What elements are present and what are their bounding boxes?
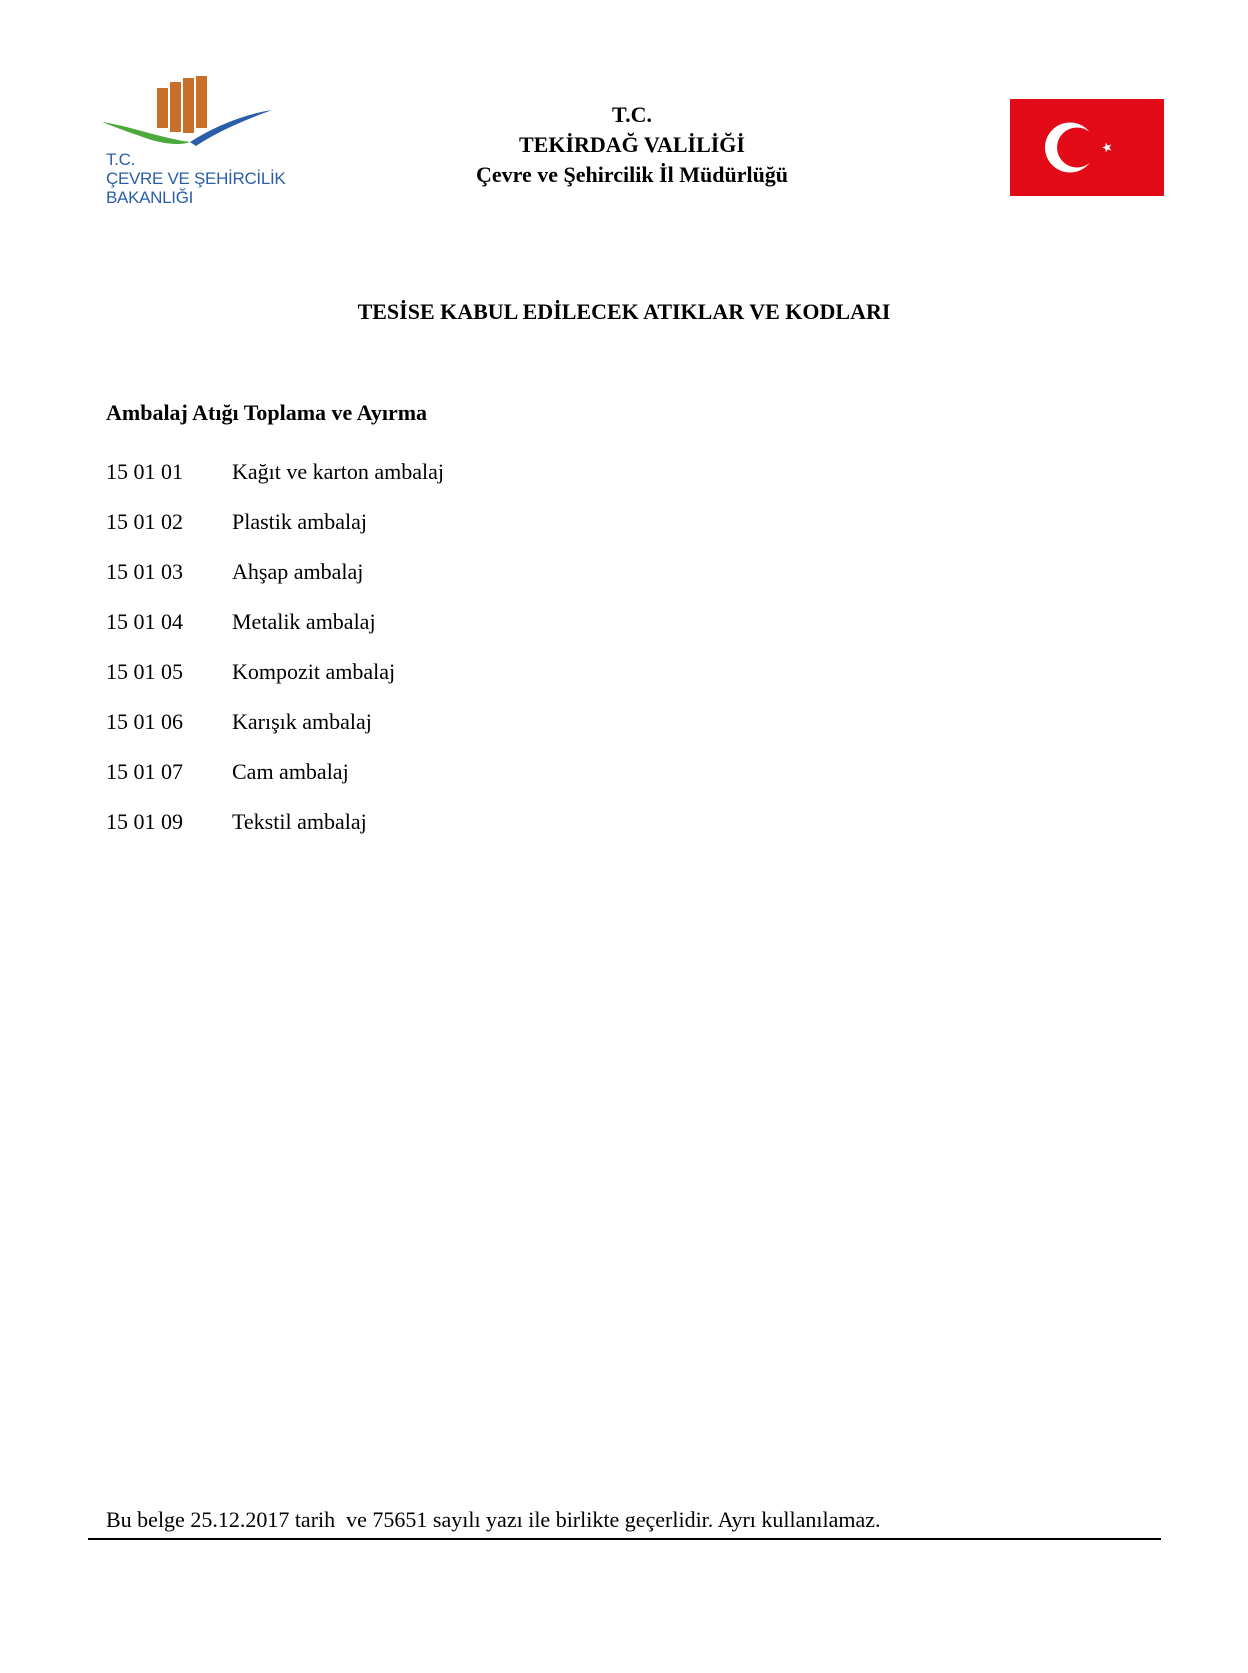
waste-code-list [106, 457, 444, 857]
waste-code: 15 01 02 [106, 509, 183, 534]
list-item [106, 507, 444, 557]
list-item [106, 457, 444, 507]
waste-name: Plastik ambalaj [232, 509, 368, 534]
header-line-governorship: TEKİRDAĞ VALİLİĞİ [519, 132, 745, 157]
waste-code: 15 01 07 [106, 759, 183, 784]
logo-text-line: ÇEVRE VE ŞEHİRCİLİK [106, 169, 286, 188]
waste-name: Ahşap ambalaj [232, 559, 364, 584]
waste-code: 15 01 05 [106, 659, 183, 684]
logo-text [106, 150, 285, 207]
footer-divider [88, 1538, 1161, 1540]
document-title: TESİSE KABUL EDİLECEK ATIKLAR VE KODLARI [357, 299, 891, 324]
list-item [106, 557, 444, 607]
waste-code: 15 01 09 [106, 809, 183, 834]
list-item [106, 807, 444, 857]
waste-code: 15 01 03 [106, 559, 183, 584]
document-header [400, 100, 864, 190]
logo-text-line: BAKANLIĞI [106, 188, 194, 207]
list-item [106, 607, 444, 657]
logo-bars [157, 76, 207, 133]
section-heading: Ambalaj Atığı Toplama ve Ayırma [106, 400, 428, 425]
waste-name: Metalik ambalaj [232, 609, 376, 634]
waste-name: Tekstil ambalaj [232, 809, 367, 834]
waste-name: Kompozit ambalaj [232, 659, 396, 684]
turkish-flag-icon [1010, 99, 1164, 196]
waste-name: Cam ambalaj [232, 759, 349, 784]
list-item [106, 707, 444, 757]
list-item [106, 757, 444, 807]
waste-code: 15 01 04 [106, 609, 183, 634]
waste-code: 15 01 06 [106, 709, 183, 734]
waste-name: Karışık ambalaj [232, 709, 372, 734]
waste-name: Kağıt ve karton ambalaj [232, 459, 444, 484]
logo-text-line: T.C. [106, 150, 136, 169]
header-line-tc: T.C. [612, 102, 652, 127]
footer-note: Bu belge 25.12.2017 tarih ve 75651 sayılı yazı ile birlikte geçerlidir. Ayrı kullanılamaz. [106, 1507, 881, 1532]
header-line-directorate: Çevre ve Şehircilik İl Müdürlüğü [475, 162, 789, 187]
waste-code: 15 01 01 [106, 459, 183, 484]
list-item [106, 657, 444, 707]
